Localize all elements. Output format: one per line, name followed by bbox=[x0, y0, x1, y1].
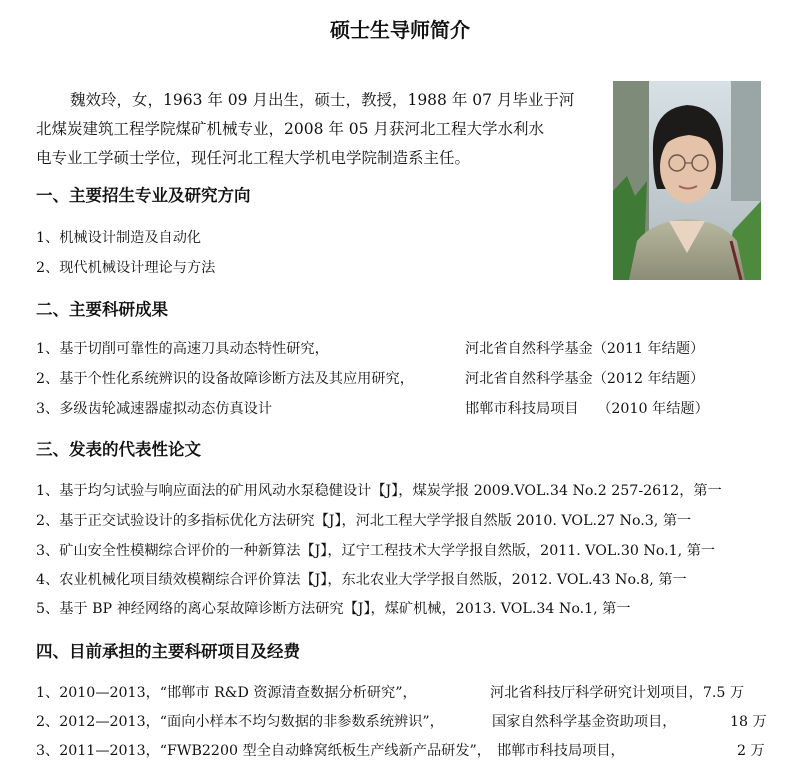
project-funding: 河北省科技厅科学研究计划项目，7.5 万 bbox=[490, 685, 745, 701]
list-item: 2、基于个性化系统辨识的设备故障诊断方法及其应用研究， bbox=[36, 371, 414, 387]
section-heading-papers: 三、发表的代表性论文 bbox=[36, 440, 201, 459]
project-item: 1、2010—2013，“邯郸市 R&D 资源清查数据分析研究”， bbox=[36, 685, 417, 701]
intro-line-3: 电专业工学硕士学位，现任河北工程大学机电学院制造系主任。 bbox=[36, 149, 471, 167]
section-heading-research-areas: 一、主要招生专业及研究方向 bbox=[36, 186, 251, 205]
section-heading-research-results: 二、主要科研成果 bbox=[36, 300, 168, 319]
list-item: 2、现代机械设计理论与方法 bbox=[36, 260, 216, 276]
list-item-funding: 邯郸市科技局项目 （2010 年结题） bbox=[465, 401, 709, 417]
project-amount: 18 万 bbox=[730, 714, 767, 730]
paper-item: 3、矿山安全性模糊综合评价的一种新算法【J】，辽宁工程技术大学学报自然版，2011. VOL.30 No.1, 第一 bbox=[36, 543, 716, 559]
paper-item: 5、基于 BP 神经网络的离心泵故障诊断方法研究【J】，煤矿机械，2013. VOL.34 No.1, 第一 bbox=[36, 601, 631, 617]
project-amount: 2 万 bbox=[737, 743, 765, 759]
section-heading-projects: 四、目前承担的主要科研项目及经费 bbox=[36, 642, 300, 661]
list-item: 1、机械设计制造及自动化 bbox=[36, 230, 202, 246]
list-item-funding: 河北省自然科学基金（2011 年结题） bbox=[465, 341, 705, 357]
paper-item: 2、基于正交试验设计的多指标优化方法研究【J】，河北工程大学学报自然版 2010. VOL.27 No.3, 第一 bbox=[36, 513, 692, 529]
list-item: 1、基于切削可靠性的高速刀具动态特性研究， bbox=[36, 341, 329, 357]
list-item: 3、多级齿轮减速器虚拟动态仿真设计 bbox=[36, 401, 273, 417]
intro-line-1: 魏效玲，女，1963 年 09 月出生，硕士，教授，1988 年 07 月毕业于河 bbox=[70, 91, 575, 109]
intro-line-2: 北煤炭建筑工程学院煤矿机械专业，2008 年 05 月获河北工程大学水利水 bbox=[36, 120, 544, 138]
list-item-funding: 河北省自然科学基金（2012 年结题） bbox=[465, 371, 705, 387]
project-item: 2、2012—2013，“面向小样本不均匀数据的非参数系统辨识”， bbox=[36, 714, 444, 730]
paper-item: 4、农业机械化项目绩效模糊综合评价算法【J】，东北农业大学学报自然版，2012. VOL.43 No.8, 第一 bbox=[36, 572, 687, 588]
project-funding: 国家自然科学基金资助项目， bbox=[492, 714, 677, 730]
project-item: 3、2011—2013，“FWB2200 型全自动蜂窝纸板生产线新产品研发”， bbox=[36, 743, 491, 759]
portrait-photo bbox=[613, 81, 761, 280]
project-funding: 邯郸市科技局项目， bbox=[497, 743, 625, 759]
paper-item: 1、基于均匀试验与响应面法的矿用风动水泵稳健设计【J】，煤炭学报 2009.VOL.34 No.2 257-2612，第一 bbox=[36, 483, 722, 499]
page-title: 硕士生导师简介 bbox=[330, 18, 470, 42]
